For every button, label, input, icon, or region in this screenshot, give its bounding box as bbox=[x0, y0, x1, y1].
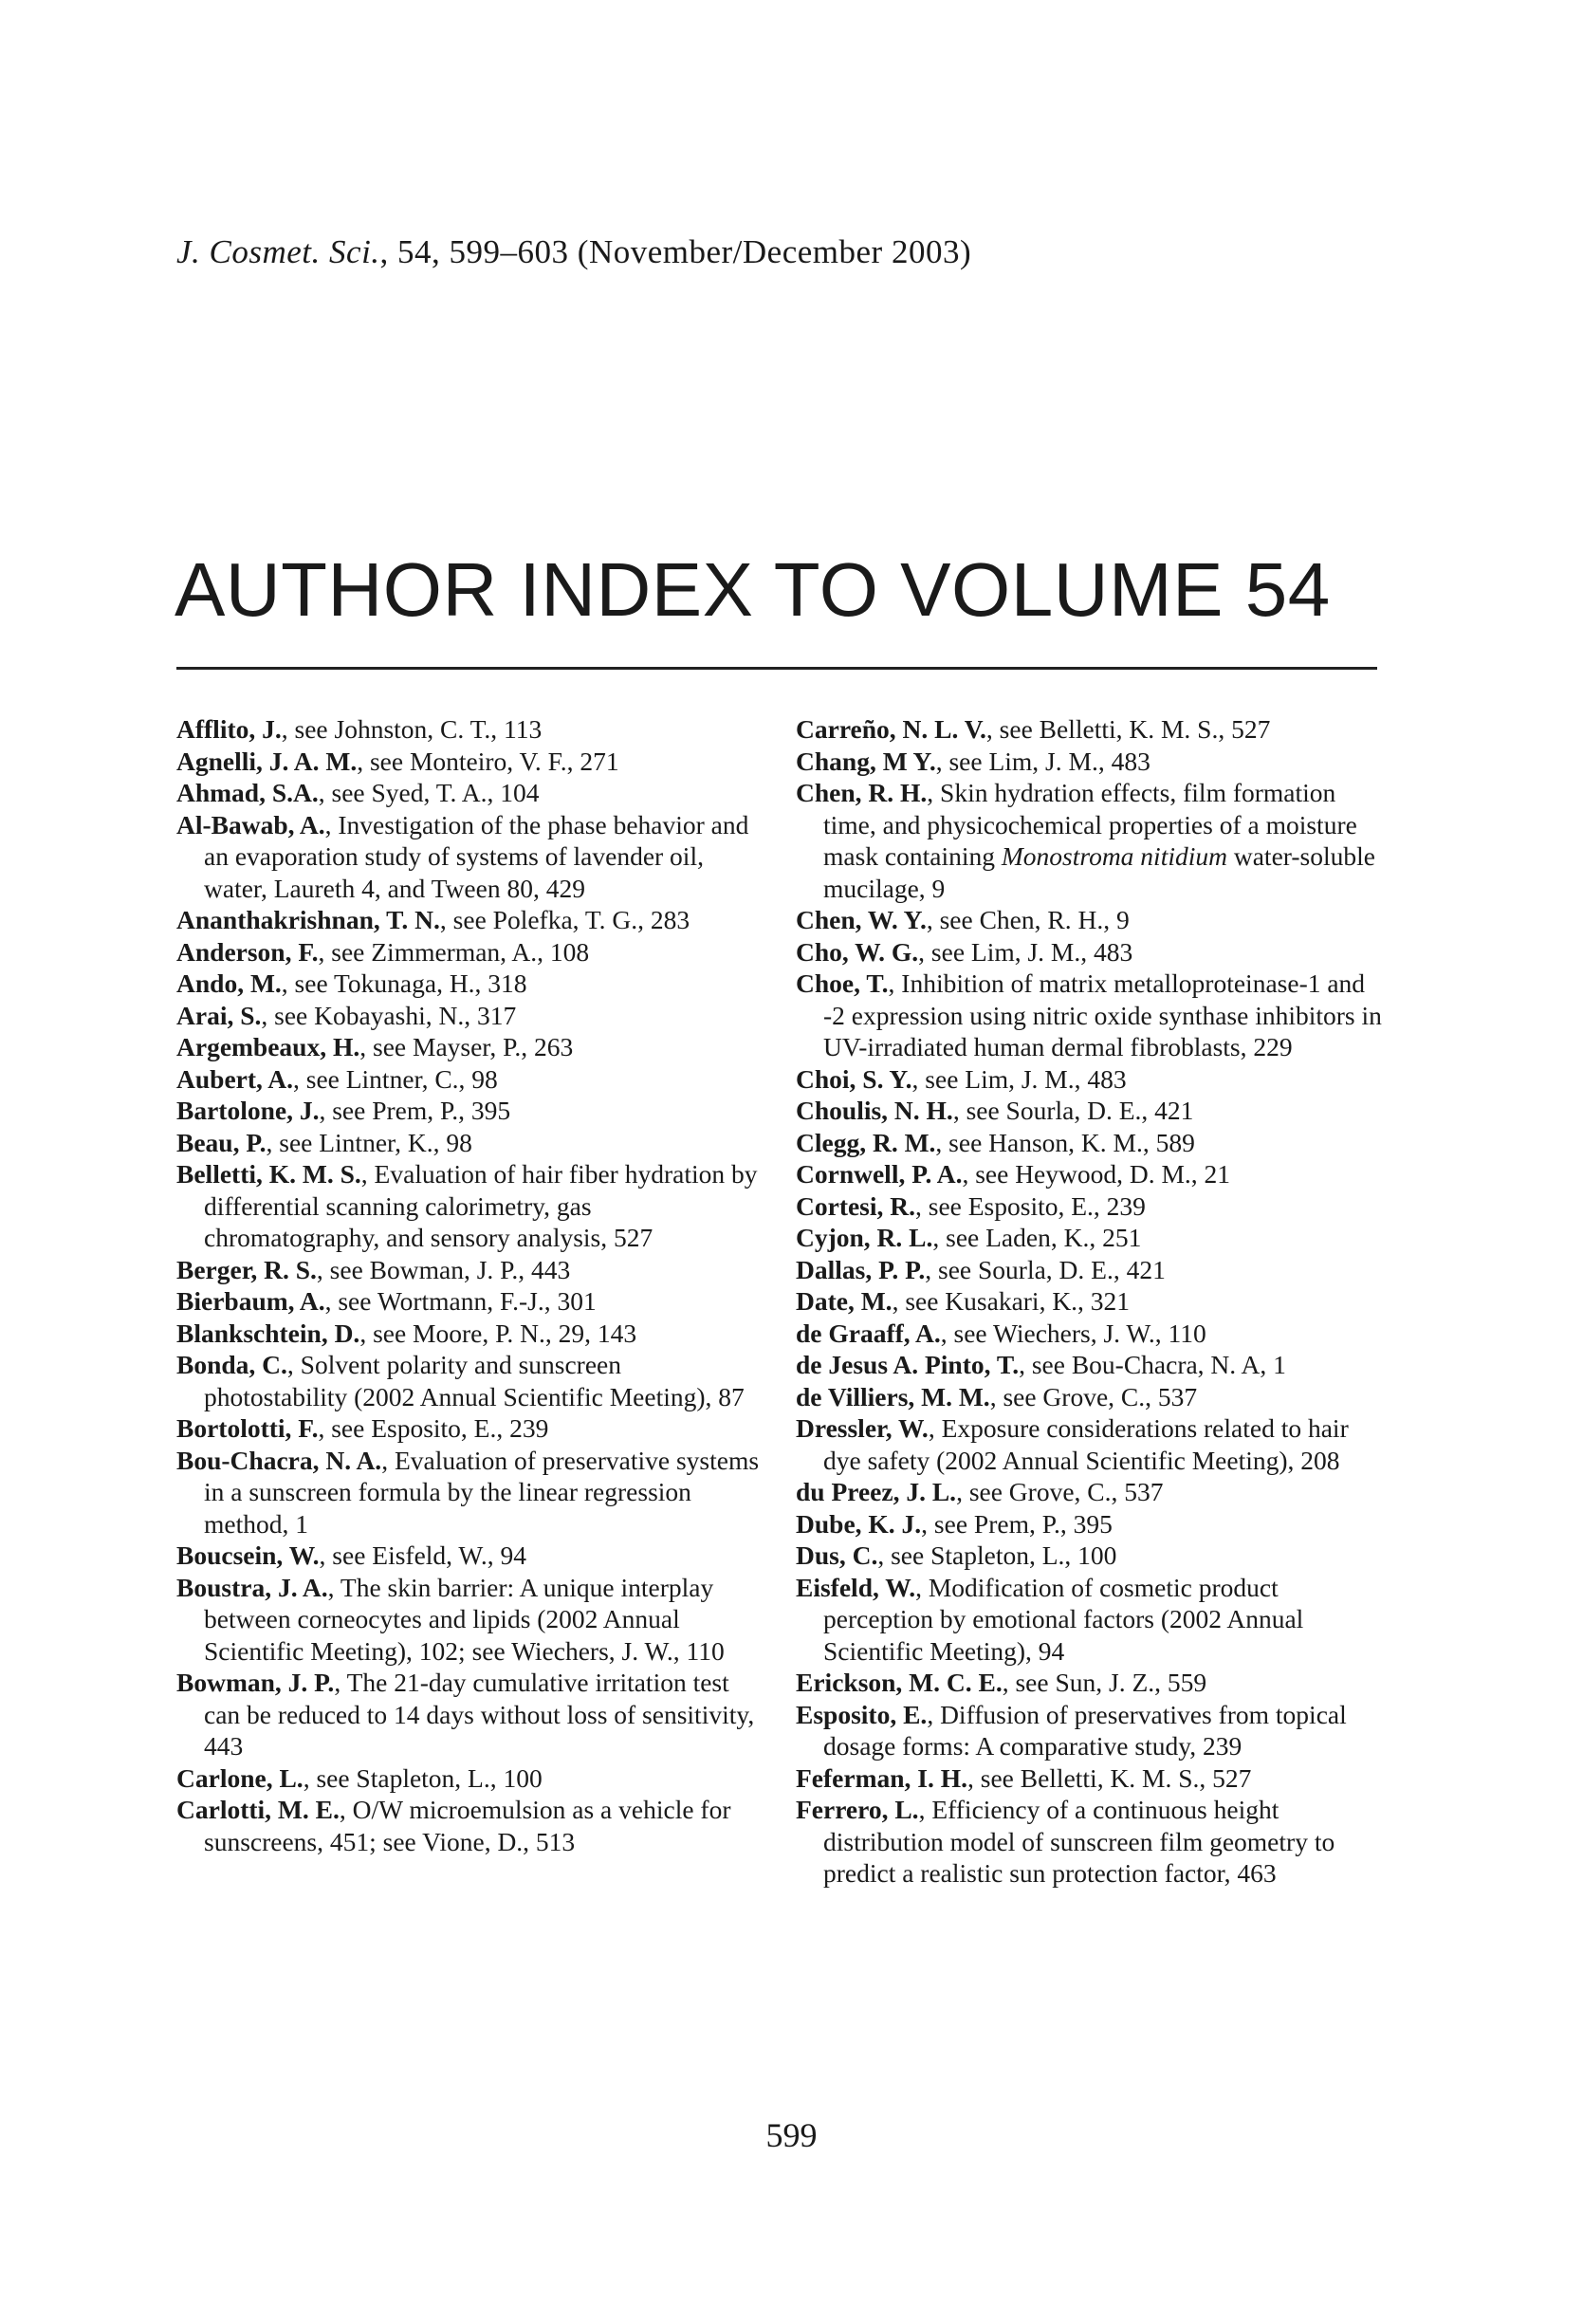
author-name: Erickson, M. C. E. bbox=[796, 1668, 1003, 1697]
author-name: Chang, M Y. bbox=[796, 746, 936, 776]
entry-text: , see Polefka, T. G., 283 bbox=[439, 905, 690, 934]
index-entry bbox=[176, 777, 764, 809]
index-entry bbox=[176, 1063, 764, 1096]
entry-text: , see Esposito, E., 239 bbox=[915, 1190, 1146, 1221]
entry-text: , O/W microemulsion as a vehicle for sunscreens, 451; see Vione, D., 513 bbox=[204, 1795, 731, 1856]
index-entry bbox=[176, 746, 764, 778]
index-entry bbox=[176, 968, 764, 1000]
index-entry bbox=[176, 1349, 764, 1412]
author-name: Cho, W. G. bbox=[796, 936, 919, 967]
author-name: Berger, R. S. bbox=[176, 1254, 317, 1284]
index-entry bbox=[176, 1540, 764, 1572]
entry-text: , see Sourla, D. E., 421 bbox=[925, 1254, 1166, 1284]
entry-text: , see Lim, J. M., 483 bbox=[918, 936, 1133, 967]
index-entry bbox=[796, 1699, 1384, 1762]
author-name: Bou-Chacra, N. A. bbox=[176, 1445, 382, 1475]
index-entry bbox=[796, 904, 1384, 936]
author-name: Eisfeld, W. bbox=[796, 1572, 916, 1602]
entry-text: , Modification of cosmetic product perception by emotional factors (2002 Annual Scientific Meeting), 94 bbox=[823, 1572, 1304, 1666]
index-entry bbox=[796, 1572, 1384, 1668]
entry-text: , see Kobayashi, N., 317 bbox=[261, 1000, 517, 1030]
index-entry bbox=[796, 1127, 1384, 1159]
entry-text: , see Stapleton, L., 100 bbox=[303, 1762, 543, 1793]
author-name: Bortolotti, F. bbox=[176, 1413, 319, 1443]
index-column-left bbox=[176, 713, 764, 1857]
page-title: AUTHOR INDEX TO VOLUME 54 bbox=[175, 547, 1331, 632]
entry-text: , Evaluation of hair fiber hydration by differential scanning calorimetry, gas chromatography, and sensory analysis, 527 bbox=[204, 1159, 758, 1252]
entry-text: , see Bowman, J. P., 443 bbox=[316, 1254, 571, 1284]
index-entry bbox=[176, 904, 764, 936]
page-number: 599 bbox=[765, 2116, 818, 2154]
author-name: Chen, R. H. bbox=[796, 778, 928, 807]
entry-text: , The 21-day cumulative irritation test can be reduced to 14 days without loss of sensitivity, 443 bbox=[204, 1668, 755, 1761]
index-entry bbox=[796, 777, 1384, 904]
entry-text: , see Grove, C., 537 bbox=[989, 1381, 1198, 1411]
index-entry bbox=[176, 1127, 764, 1159]
index-entry bbox=[796, 1762, 1384, 1795]
entry-text: , see Prem, P., 395 bbox=[921, 1508, 1113, 1539]
author-name: Dus, C. bbox=[796, 1540, 878, 1570]
index-entry bbox=[176, 1318, 764, 1350]
author-name: Dressler, W. bbox=[796, 1413, 929, 1443]
index-entry bbox=[796, 968, 1384, 1063]
index-entry bbox=[796, 1794, 1384, 1890]
author-name: Boustra, J. A. bbox=[176, 1572, 328, 1602]
entry-text: , see Mayser, P., 263 bbox=[359, 1032, 574, 1061]
entry-text: , see Belletti, K. M. S., 527 bbox=[985, 714, 1271, 744]
author-name: Cyjon, R. L. bbox=[796, 1223, 933, 1252]
author-name: Belletti, K. M. S. bbox=[176, 1159, 361, 1189]
index-entry bbox=[176, 1000, 764, 1032]
index-entry bbox=[176, 1412, 764, 1445]
entry-text: , see Monteiro, V. F., 271 bbox=[357, 746, 619, 776]
entry-text: , see Hanson, K. M., 589 bbox=[935, 1127, 1195, 1157]
author-name: Bierbaum, A. bbox=[176, 1286, 325, 1316]
entry-text: , see Esposito, E., 239 bbox=[318, 1413, 549, 1443]
entry-text: , see Wortmann, F.-J., 301 bbox=[324, 1286, 597, 1316]
running-head bbox=[176, 233, 971, 271]
author-name: Bowman, J. P. bbox=[176, 1668, 335, 1697]
entry-text: , Evaluation of preservative systems in a sunscreen formula by the linear regression method, 1 bbox=[204, 1445, 760, 1539]
index-entry bbox=[796, 1476, 1384, 1508]
author-name: Carlotti, M. E. bbox=[176, 1795, 340, 1824]
entry-text: , see Bou-Chacra, N. A, 1 bbox=[1019, 1350, 1286, 1379]
author-name: Carreño, N. L. V. bbox=[796, 714, 986, 744]
index-entry bbox=[176, 936, 764, 968]
author-name: Clegg, R. M. bbox=[796, 1127, 936, 1157]
title-rule bbox=[176, 667, 1377, 670]
index-entry bbox=[176, 1667, 764, 1762]
index-entry bbox=[176, 1762, 764, 1795]
entry-text: , see Chen, R. H., 9 bbox=[926, 905, 1130, 934]
index-entry bbox=[796, 1095, 1384, 1127]
author-name: Choi, S. Y. bbox=[796, 1063, 912, 1094]
entry-text: , see Stapleton, L., 100 bbox=[877, 1540, 1117, 1570]
index-entry bbox=[796, 713, 1384, 746]
entry-text: , see Belletti, K. M. S., 527 bbox=[967, 1762, 1252, 1793]
author-name: Ando, M. bbox=[176, 968, 282, 998]
author-name: Choe, T. bbox=[796, 968, 889, 998]
author-name: Cortesi, R. bbox=[796, 1190, 916, 1221]
index-entry bbox=[176, 1572, 764, 1668]
author-name: Cornwell, P. A. bbox=[796, 1159, 963, 1189]
index-entry bbox=[796, 1318, 1384, 1350]
author-name: Beau, P. bbox=[176, 1127, 267, 1157]
author-name: Bonda, C. bbox=[176, 1350, 287, 1379]
index-entry bbox=[176, 1158, 764, 1254]
journal-name: J. Cosmet. Sci. bbox=[176, 233, 380, 270]
entry-text: , see Eisfeld, W., 94 bbox=[319, 1540, 526, 1570]
index-entry bbox=[796, 1222, 1384, 1254]
entry-text: , see Lintner, K., 98 bbox=[266, 1127, 472, 1157]
entry-text: , Diffusion of preservatives from topical dosage forms: A comparative study, 239 bbox=[823, 1699, 1347, 1761]
entry-text: , see Grove, C., 537 bbox=[956, 1477, 1164, 1506]
entry-text: , see Sun, J. Z., 559 bbox=[1002, 1668, 1207, 1697]
index-entry bbox=[176, 1095, 764, 1127]
index-entry bbox=[796, 746, 1384, 778]
entry-text: , see Lim, J. M., 483 bbox=[911, 1063, 1127, 1094]
entry-text: , see Laden, K., 251 bbox=[932, 1223, 1142, 1252]
index-entry bbox=[176, 1285, 764, 1318]
entry-text: , Efficiency of a continuous height distribution model of sunscreen film geometry to predict a realistic sun protection factor, 463 bbox=[823, 1795, 1335, 1888]
index-entry bbox=[796, 1540, 1384, 1572]
author-name: de Villiers, M. M. bbox=[796, 1381, 990, 1411]
author-name: Choulis, N. H. bbox=[796, 1096, 953, 1125]
index-entry bbox=[176, 1254, 764, 1286]
index-entry bbox=[176, 713, 764, 746]
entry-text: , see Lintner, C., 98 bbox=[293, 1063, 498, 1094]
author-name: de Graaff, A. bbox=[796, 1318, 941, 1348]
entry-text: , see Syed, T. A., 104 bbox=[318, 778, 540, 807]
index-entry bbox=[796, 1254, 1384, 1286]
author-name: Boucsein, W. bbox=[176, 1540, 320, 1570]
index-entry bbox=[796, 1349, 1384, 1381]
entry-text: , see Prem, P., 395 bbox=[319, 1096, 511, 1125]
index-entry bbox=[796, 1158, 1384, 1190]
entry-italic-text: Monostroma nitidium bbox=[1001, 841, 1227, 871]
author-name: Agnelli, J. A. M. bbox=[176, 746, 358, 776]
author-name: Esposito, E. bbox=[796, 1699, 928, 1729]
index-entry bbox=[176, 1445, 764, 1540]
entry-text-after: water-soluble mucilage, 9 bbox=[823, 841, 1375, 903]
entry-text: , see Zimmerman, A., 108 bbox=[318, 936, 590, 967]
entry-text: , see Lim, J. M., 483 bbox=[935, 746, 1150, 776]
entry-text: , see Johnston, C. T., 113 bbox=[281, 714, 543, 744]
author-name: Date, M. bbox=[796, 1286, 893, 1316]
index-entry bbox=[176, 1031, 764, 1063]
journal-citation: , 54, 599–603 (November/December 2003) bbox=[379, 233, 972, 270]
entry-text: , Investigation of the phase behavior and an evaporation study of systems of lavender oil, water, Laureth 4, and Tween 80, 429 bbox=[204, 809, 749, 903]
entry-text: , see Wiechers, J. W., 110 bbox=[940, 1318, 1206, 1348]
index-entry bbox=[796, 1190, 1384, 1223]
entry-text: , The skin barrier: A unique interplay between corneocytes and lipids (2002 Annual Scientific Meeting), 102; see Wiechers, J. W., 110 bbox=[204, 1572, 725, 1666]
author-name: Bartolone, J. bbox=[176, 1096, 320, 1125]
entry-text: , Inhibition of matrix metalloproteinase-1 and -2 expression using nitric oxide synthase inhibitors in UV-irradiated human dermal fibroblasts, 229 bbox=[823, 968, 1382, 1061]
entry-text: , see Kusakari, K., 321 bbox=[892, 1286, 1131, 1316]
author-name: Ananthakrishnan, T. N. bbox=[176, 905, 440, 934]
author-name: Aubert, A. bbox=[176, 1063, 293, 1094]
index-entry bbox=[796, 1508, 1384, 1540]
index-entry bbox=[176, 809, 764, 905]
entry-text: , see Tokunaga, H., 318 bbox=[281, 968, 527, 998]
author-name: Arai, S. bbox=[176, 1000, 262, 1030]
entry-text: , see Moore, P. N., 29, 143 bbox=[359, 1318, 637, 1348]
author-name: Afflito, J. bbox=[176, 714, 282, 744]
author-name: Dallas, P. P. bbox=[796, 1254, 926, 1284]
index-entry bbox=[796, 1063, 1384, 1096]
entry-text: , Exposure considerations related to hair dye safety (2002 Annual Scientific Meeting), 208 bbox=[823, 1413, 1349, 1475]
author-name: Anderson, F. bbox=[176, 936, 319, 967]
index-entry bbox=[176, 1794, 764, 1857]
index-entry bbox=[796, 1412, 1384, 1476]
entry-text: , see Heywood, D. M., 21 bbox=[962, 1159, 1231, 1189]
index-entry bbox=[796, 1381, 1384, 1413]
index-entry bbox=[796, 1285, 1384, 1318]
author-name: Al-Bawab, A. bbox=[176, 809, 325, 839]
author-name: Chen, W. Y. bbox=[796, 905, 927, 934]
index-entry bbox=[796, 1667, 1384, 1699]
author-name: Ahmad, S.A. bbox=[176, 778, 319, 807]
entry-text: , Skin hydration effects, film formation time, and physicochemical properties of a moisture mask containing bbox=[823, 778, 1357, 871]
author-name: Argembeaux, H. bbox=[176, 1032, 360, 1061]
author-name: Ferrero, L. bbox=[796, 1795, 919, 1824]
author-name: Blankschtein, D. bbox=[176, 1318, 360, 1348]
index-column-right bbox=[796, 713, 1384, 1890]
entry-text: , see Sourla, D. E., 421 bbox=[952, 1096, 1194, 1125]
entry-text: , Solvent polarity and sunscreen photostability (2002 Annual Scientific Meeting), 87 bbox=[204, 1350, 745, 1411]
author-name: de Jesus A. Pinto, T. bbox=[796, 1350, 1020, 1379]
author-name: Feferman, I. H. bbox=[796, 1762, 967, 1793]
index-entry bbox=[796, 936, 1384, 968]
author-name: Carlone, L. bbox=[176, 1762, 304, 1793]
author-name: du Preez, J. L. bbox=[796, 1477, 957, 1506]
author-name: Dube, K. J. bbox=[796, 1508, 922, 1539]
